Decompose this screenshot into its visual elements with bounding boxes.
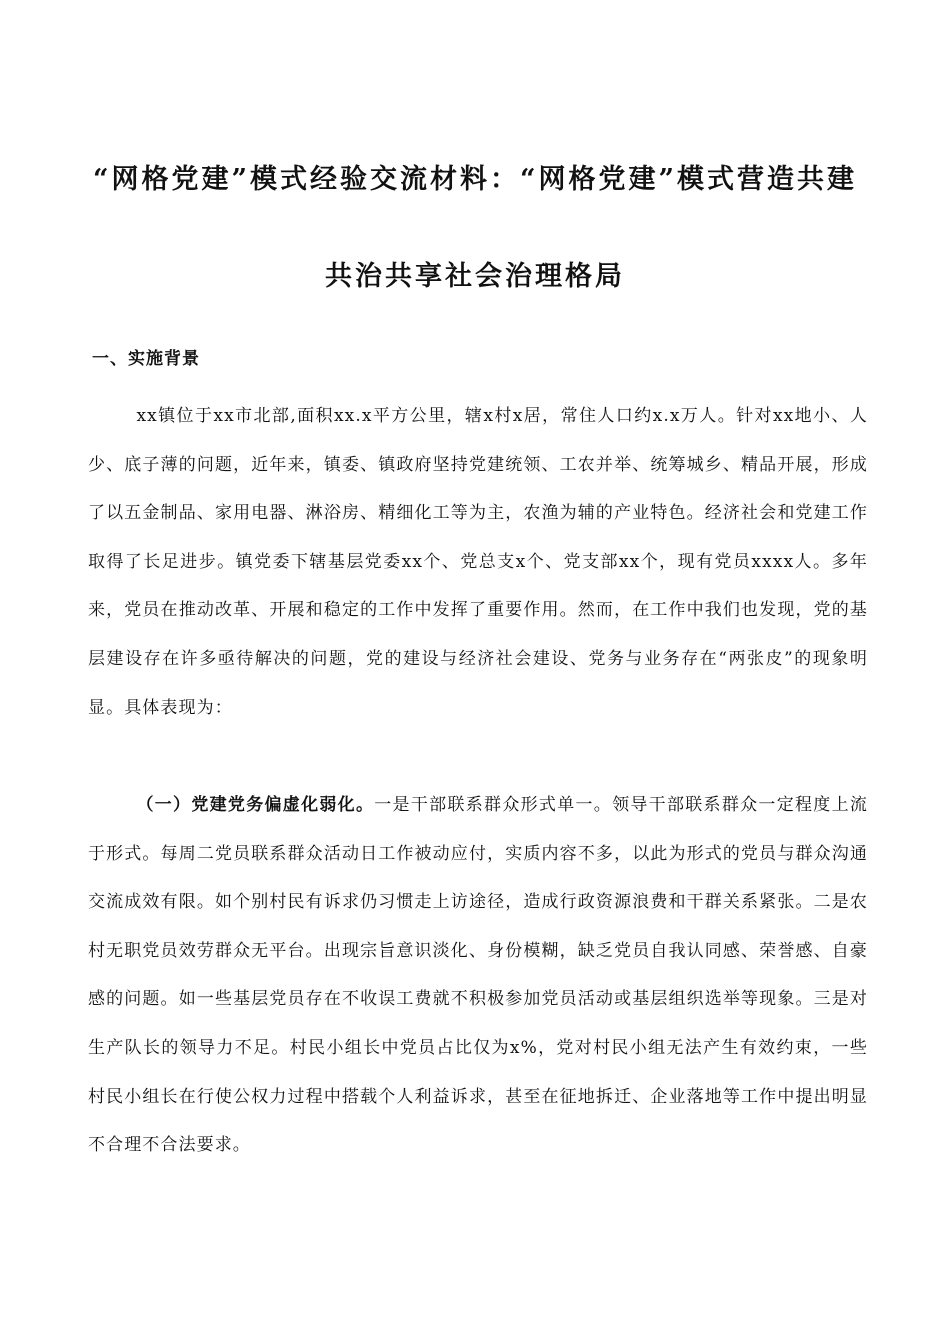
document-title-line-1: “网格党建”模式经验交流材料：“网格党建”模式营造共建 [92,164,858,195]
paragraph-background: xx镇位于xx市北部,面积xx.x平方公里，辖x村x居，常住人口约x.x万人。针对xx地小、人少、底子薄的问题，近年来，镇委、镇政府坚持党建统领、工农并举、统筹城乡、精品开展，形成了以五金制品、家用电器、淋浴房、精细化工等为主，农渔为辅的产业特色。经济社会和党建工作取得了长足进步。镇党委下辖基层党委xx个、党总支x个、党支部xx个，现有党员xxxx人。多年来，党员在推动改革、开展和稳定的工作中发挥了重要作用。然而，在工作中我们也发现，党的基层建设存在许多亟待解决的问题，党的建设与经济社会建设、党务与业务存在“两张皮”的现象明显。具体表现为： [88,406,868,718]
paragraph-lead-heading: （一）党建党务偏虚化弱化。 [136,795,375,815]
paragraph-body-text: 一是干部联系群众形式单一。领导干部联系群众一定程度上流于形式。每周二党员联系群众活动日工作被动应付，实质内容不多，以此为形式的党员与群众沟通交流成效有限。如个别村民有诉求仍习惯走上访途径，造成行政资源浪费和干群关系紧张。二是农村无职党员效劳群众无平台。出现宗旨意识淡化、身份模糊，缺乏党员自我认同感、荣誉感、自豪感的问题。如一些基层党员存在不收误工费就不积极参加党员活动或基层组织选举等现象。三是对生产队长的领导力不足。村民小组长中党员占比仅为x%，党对村民小组无法产生有效约束，一些村民小组长在行使公权力过程中搭载个人利益诉求，甚至在征地拆迁、企业落地等工作中提出明显不合理不合法要求。 [88,795,868,1156]
document-title-line-2: 共治共享社会治理格局 [325,261,625,292]
paragraph-party-building-weakening [88,781,868,1170]
section-heading-background: 一、实施背景 [92,349,200,369]
